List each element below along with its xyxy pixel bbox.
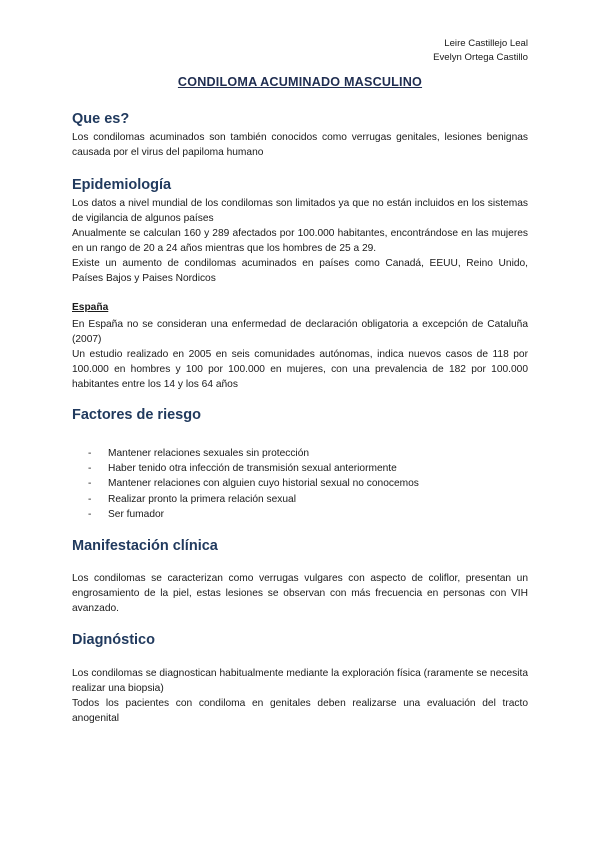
list-item-text: Mantener relaciones sexuales sin protección <box>108 448 310 459</box>
manifestacion-paragraph: Los condilomas se caracterizan como verrugas vulgares con aspecto de coliflor, presentan un engrosamiento de la piel, estas lesiones se observan con más frecuencia en personas con VIH avanzado. <box>72 573 528 615</box>
list-item <box>88 461 419 476</box>
author-name: Evelyn Ortega Castillo <box>433 52 528 63</box>
list-item <box>88 446 419 461</box>
list-item <box>88 476 419 491</box>
epidemiologia-paragraph: Existe un aumento de condilomas acuminados en países como Canadá, EEUU, Reino Unido, Países Bajos y Paises Nordicos <box>72 258 528 285</box>
section-heading-epidemiologia: Epidemiología <box>72 177 172 193</box>
bullet-dash: - <box>88 463 92 475</box>
espana-paragraph: Un estudio realizado en 2005 en seis comunidades autónomas, indica nuevos casos de 118 por 100.000 en hombres y 100 por 100.000 en mujeres, con una prevalencia de 182 por 100.000 habitantes entre los 14 y los 64 años <box>72 349 528 391</box>
bullet-dash: - <box>88 508 92 520</box>
epidemiologia-paragraph: Los datos a nivel mundial de los condilomas son limitados ya que no están incluidos en los sistemas de vigilancia de algunos países <box>72 198 528 225</box>
section-heading-manifestacion: Manifestación clínica <box>72 538 218 554</box>
bullet-dash: - <box>88 478 92 490</box>
diagnostico-paragraph: Los condilomas se diagnostican habitualmente mediante la exploración física (raramente se necesita realizar una biopsia) <box>72 668 528 695</box>
list-item-text: Haber tenido otra infección de transmisión sexual anteriormente <box>108 463 397 475</box>
author-name: Leire Castillejo Leal <box>444 38 528 49</box>
section-heading-factores: Factores de riesgo <box>72 407 201 423</box>
section-heading-diagnostico: Diagnóstico <box>72 632 155 648</box>
list-item-text: Mantener relaciones con alguien cuyo historial sexual no conocemos <box>108 478 419 490</box>
bullet-dash: - <box>88 448 92 459</box>
document-title: CONDILOMA ACUMINADO MASCULINO <box>177 75 423 89</box>
list-item-text: Ser fumador <box>108 508 165 520</box>
authors-block <box>433 37 528 65</box>
list-item <box>88 507 419 522</box>
risk-factors-list <box>88 446 419 522</box>
bullet-dash: - <box>88 493 92 505</box>
diagnostico-paragraph: Todos los pacientes con condiloma en genitales deben realizarse una evaluación del tracto anogenital <box>72 698 528 725</box>
epidemiologia-paragraph: Anualmente se calculan 160 y 289 afectados por 100.000 habitantes, encontrándose en las mujeres en un rango de 20 a 24 años mientras que los hombres de 25 a 29. <box>72 228 528 255</box>
list-item-text: Realizar pronto la primera relación sexual <box>108 493 296 505</box>
espana-paragraph: En España no se consideran una enfermedad de declaración obligatoria a excepción de Cataluña (2007) <box>72 319 528 346</box>
que-es-paragraph: Los condilomas acuminados son también conocidos como verrugas genitales, lesiones benignas causada por el virus del papiloma humano <box>72 132 528 159</box>
section-heading-que-es: Que es? <box>72 111 130 127</box>
list-item <box>88 492 419 507</box>
subheading-espana: España <box>72 302 109 313</box>
